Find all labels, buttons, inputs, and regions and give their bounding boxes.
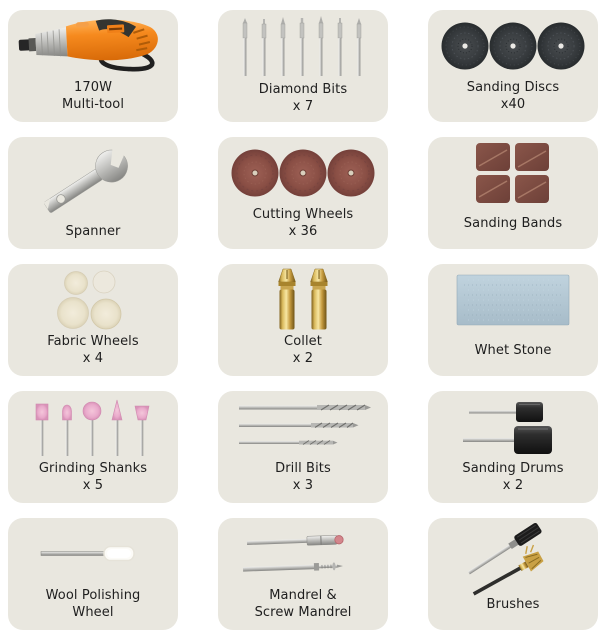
product-label-line1: Drill Bits [275,461,331,476]
grinding-shanks-image [12,395,174,459]
product-label [46,586,141,622]
sanding-discs-photo [438,20,588,72]
diamond-bits-image [222,14,384,80]
drill-bits-photo [233,399,373,455]
product-label [66,213,121,249]
product-label [475,332,552,368]
product-label-line1: Brushes [486,596,540,612]
product-label [467,78,560,114]
product-label-line2: Multi-tool [61,97,125,112]
product-label [47,332,139,368]
whet-stone-photo [456,273,570,327]
product-label-line2: x 4 [82,351,104,366]
product-label-line1: Wool Polishing [45,588,141,603]
product-label-line1: Cutting Wheels [252,207,354,222]
grinding-shanks-photo [29,396,157,458]
spanner-image [12,141,174,213]
product-label-line2: x 2 [292,351,314,366]
product-label [284,332,322,368]
product-cell-multi-tool [8,10,178,122]
product-cell-wool-polishing-wheel [8,518,178,630]
mandrel-screw-mandrel-photo [233,527,373,581]
spanner-photo [28,141,158,213]
product-cell-collet [218,264,388,376]
product-label-line1: Diamond Bits [258,82,348,97]
product-label-line2: x 2 [502,478,524,493]
product-label [275,459,331,495]
product-cell-cutting-wheels [218,137,388,249]
wool-polishing-wheel-image [12,522,174,586]
product-label [255,586,352,622]
product-cell-mandrels [218,518,388,630]
product-label [487,586,540,622]
product-label-line2: x 7 [292,99,314,114]
brushes-photo [439,522,587,586]
product-label-line2: Screw Mandrel [254,605,352,620]
product-cell-whet-stone [428,264,598,376]
product-label [462,459,563,495]
multi-tool-photo [15,14,171,78]
collet-image [222,268,384,332]
product-cell-fabric-wheels [8,264,178,376]
product-label-line2: Wheel [72,605,114,620]
drill-bits-image [222,395,384,459]
product-cell-spanner [8,137,178,249]
multi-tool-image [12,14,174,78]
product-label-line2: x 5 [82,478,104,493]
sanding-discs-image [432,14,594,78]
product-label [259,80,347,116]
collet-photo [257,268,349,332]
brushes-image [432,522,594,586]
fabric-wheels-image [12,268,174,332]
product-label-line1: Sanding Drums [462,461,564,476]
product-label [464,205,562,241]
product-label-line1: Spanner [65,223,121,239]
product-cell-sanding-drums [428,391,598,503]
product-cell-drill-bits [218,391,388,503]
whet-stone-image [432,268,594,332]
sanding-drums-photo [455,398,571,456]
product-cell-sanding-bands [428,137,598,249]
product-cell-diamond-bits [218,10,388,122]
product-label-line2: x 3 [292,478,314,493]
product-label [39,459,147,495]
product-cell-sanding-discs [428,10,598,122]
product-label-line1: Sanding Discs [466,80,560,95]
product-label-line1: Whet Stone [474,342,552,358]
product-label-line1: Collet [284,334,322,349]
product-label-line1: Sanding Bands [463,215,563,231]
product-cell-brushes [428,518,598,630]
wool-polishing-wheel-photo [33,538,153,570]
product-label-line1: Mandrel & [269,588,337,603]
sanding-drums-image [432,395,594,459]
cutting-wheels-image [222,141,384,205]
product-label-line1: Grinding Shanks [38,461,148,476]
cutting-wheels-photo [228,147,378,199]
product-label [253,205,354,241]
product-label-line2: x40 [500,97,526,112]
product-label [62,78,124,114]
sanding-bands-image [432,141,594,205]
diamond-bits-photo [235,14,371,80]
mandrel-screw-mandrel-image [222,522,384,586]
product-label-line1: 170W [73,80,113,95]
product-cell-grinding-shanks [8,391,178,503]
product-label-line2: x 36 [288,224,318,239]
sanding-bands-photo [473,142,553,204]
product-label-line1: Fabric Wheels [47,334,139,349]
fabric-wheels-photo [38,268,148,332]
